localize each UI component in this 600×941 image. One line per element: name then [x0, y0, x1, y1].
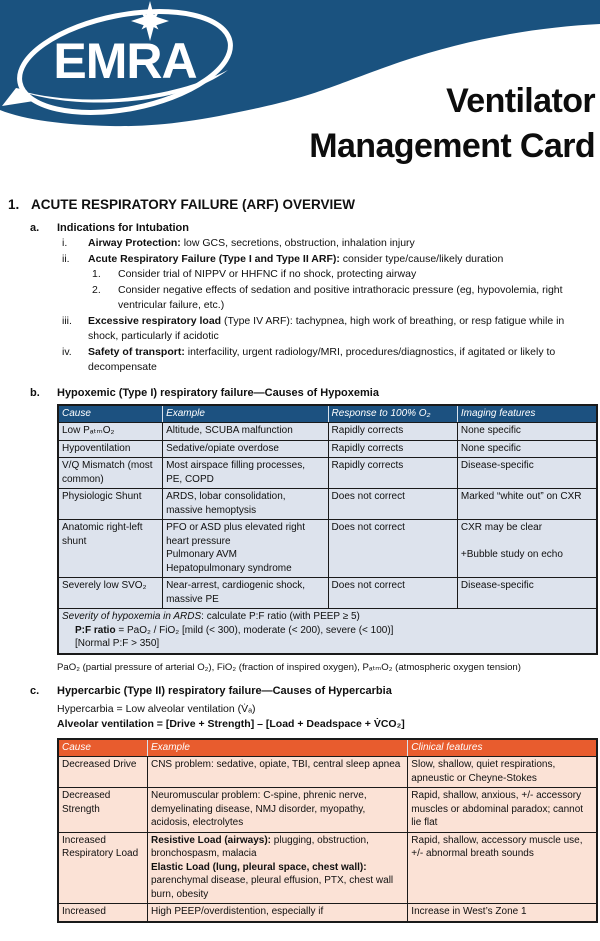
hypercarbia-causes-table	[57, 738, 598, 923]
table-cell	[163, 440, 328, 458]
section-title: ACUTE RESPIRATORY FAILURE (ARF) OVERVIEW	[31, 197, 356, 212]
table-cell	[58, 489, 163, 520]
table-cell	[408, 904, 597, 922]
document-title	[309, 79, 595, 169]
hypoxemia-causes-table	[57, 404, 598, 655]
table-cell-line: Rapidly corrects	[331, 460, 404, 471]
table-row	[58, 832, 597, 904]
document-title-line2: Management Card	[309, 127, 595, 165]
subsection-b-label: Hypoxemic (Type I) respiratory failure—Causes of Hypoxemia	[57, 386, 379, 399]
table-footer-line: P:F ratio = PaO₂ / FiO₂ [mild (< 300), moderate (< 200), severe (< 100)]	[75, 624, 394, 636]
table-cell-line: Increased	[62, 906, 106, 917]
table-cell-line: None specific	[460, 442, 521, 454]
outline-item-marker: iii.	[62, 314, 72, 327]
table-cell-line: Marked “white out” on CXR	[460, 491, 582, 502]
subsection-a-label: Indications for Intubation	[57, 222, 189, 234]
table-cell-line: Elastic Load (lung, pleural space, chest wall): parenchymal disease, pleural effusion, PTX, chest wall burn, obesity	[150, 861, 394, 900]
table-cell-line: Slow, shallow, quiet respirations, apneustic or Cheyne-Stokes	[411, 759, 556, 784]
table-cell-line: Neuromuscular problem: C-spine, phrenic nerve, demyelinating disease, NMJ disorder, myopathy, acidosis, electrolytes	[150, 790, 367, 828]
table-cell	[163, 578, 328, 609]
table-cell-line: Rapid, shallow, anxious, +/- accessory muscles or abdominal paradox; cannot lie flat	[411, 790, 584, 828]
emra-logo-text: EMRA	[53, 33, 197, 89]
outline-item-marker: iv.	[62, 345, 72, 358]
table-cell-line: Resistive Load (airways): plugging, obstruction, bronchospasm, malacia	[150, 834, 369, 859]
column-header: Cause	[58, 739, 147, 757]
subsection-c-marker: c.	[30, 684, 40, 697]
indications-outline	[6, 236, 596, 376]
table-cell	[163, 458, 328, 489]
table-cell-line: Anatomic right-left shunt	[62, 522, 143, 547]
table-cell	[58, 423, 163, 441]
table-cell-line: Low PₐₜₘO₂	[62, 425, 115, 436]
abbreviations-note: PaO₂ (partial pressure of arterial O₂), FiO₂ (fraction of inspired oxygen), PₐₜₘO₂ (atmospheric oxygen tension)	[57, 661, 521, 673]
outline-item	[62, 236, 596, 252]
table-cell-line	[461, 535, 592, 549]
table-cell	[457, 423, 597, 441]
table-cell	[147, 904, 407, 922]
table-footer-line: Severity of hypoxemia in ARDS: calculate P:F ratio (with PEEP ≥ 5)	[62, 611, 360, 622]
subsection-c-label: Hypercarbic (Type II) respiratory failure—Causes of Hypercarbia	[57, 684, 392, 697]
table-cell-line: Pulmonary AVM	[166, 549, 238, 560]
table-cell-line: CNS problem: sedative, opiate, TBI, central sleep apnea	[150, 759, 401, 770]
table-cell	[328, 423, 457, 441]
table-cell-line: ARDS, lobar consolidation, massive hemoptysis	[166, 491, 286, 516]
column-header: Example	[163, 405, 328, 423]
outline-item	[62, 314, 596, 345]
table-cell-line: Severely low SVO₂	[62, 580, 147, 591]
hypercarbia-formula-line1: Hypercarbia = Low alveolar ventilation (V̇ₐ)	[57, 702, 256, 715]
column-header: Response to 100% O₂	[328, 405, 457, 423]
subsection-c-heading	[30, 685, 596, 697]
table-cell	[163, 489, 328, 520]
table-cell-line: Physiologic Shunt	[62, 491, 142, 502]
table-cell-line: CXR may be clear	[460, 522, 543, 533]
table-cell	[408, 788, 597, 833]
table-cell-line: Sedative/opiate overdose	[166, 442, 279, 454]
table-cell	[328, 458, 457, 489]
column-header: Imaging features	[457, 405, 597, 423]
table-row	[58, 423, 597, 441]
table-row	[58, 458, 597, 489]
header-banner	[0, 0, 600, 190]
subsection-b-marker: b.	[30, 386, 40, 399]
table-cell-line: Increased Respiratory Load	[62, 834, 139, 859]
table-cell	[58, 757, 147, 788]
table-cell-line: Disease-specific	[460, 460, 534, 471]
table-cell-line: None specific	[460, 425, 521, 436]
table-cell	[328, 440, 457, 458]
outline-item-marker: 1.	[92, 268, 101, 280]
table-cell-line: Most airspace filling processes, PE, COPD	[166, 460, 306, 485]
hypercarbia-formula-line2: Alveolar ventilation = [Drive + Strength] – [Load + Deadspace + V̇CO₂]	[57, 717, 405, 730]
table-cell	[58, 520, 163, 578]
table-cell	[457, 578, 597, 609]
table-cell-line: Rapid, shallow, accessory muscle use, +/- abnormal breath sounds	[411, 834, 583, 859]
data-table	[57, 404, 598, 655]
outline-item-text: Excessive respiratory load (Type IV ARF): tachypnea, high work of breathing, or resp fatigue while in shock, particularly if acidotic	[88, 314, 565, 342]
table-cell	[58, 788, 147, 833]
table-row	[58, 757, 597, 788]
table-row	[58, 788, 597, 833]
table-cell	[328, 520, 457, 578]
table-footer-line: [Normal P:F > 350]	[75, 638, 160, 649]
table-cell-line: Altitude, SCUBA malfunction	[166, 425, 293, 436]
table-cell	[457, 489, 597, 520]
table-cell	[328, 489, 457, 520]
table-cell	[58, 832, 147, 904]
table-cell-line: Hepatopulmonary syndrome	[166, 562, 292, 574]
table-cell	[408, 757, 597, 788]
table-cell-line: Increase in West’s Zone 1	[411, 906, 527, 917]
table-cell	[147, 757, 407, 788]
outline-item-marker: ii.	[62, 252, 70, 265]
table-cell	[58, 440, 163, 458]
document-body	[0, 190, 600, 923]
table-row	[58, 440, 597, 458]
outline-item	[62, 345, 596, 376]
outline-item-text: Safety of transport: interfacility, urgent radiology/MRI, procedures/diagnostics, if agitated or likely to decompensate	[88, 345, 556, 373]
table-row	[58, 489, 597, 520]
table-footer-cell	[58, 609, 597, 654]
outline-item-marker: 2.	[92, 283, 101, 296]
column-header: Clinical features	[408, 739, 597, 757]
table-cell-line: Does not correct	[331, 522, 405, 533]
outline-item-text: Airway Protection: low GCS, secretions, obstruction, inhalation injury	[88, 237, 415, 249]
column-header: Example	[147, 739, 407, 757]
column-header: Cause	[58, 405, 163, 423]
table-cell	[58, 904, 147, 922]
outline-item-text: Consider trial of NIPPV or HHFNC if no shock, protecting airway	[118, 268, 417, 280]
table-cell	[58, 578, 163, 609]
table-cell-line: Rapidly corrects	[331, 442, 404, 454]
table-cell-line: +Bubble study on echo	[460, 549, 563, 560]
subsection-a-heading	[30, 222, 596, 234]
subsection-b-heading	[30, 387, 596, 399]
subsection-a-marker: a.	[30, 222, 40, 234]
table-cell-line: Does not correct	[331, 491, 405, 502]
table-cell	[328, 578, 457, 609]
data-table	[57, 738, 598, 923]
table-cell-line: Decreased Strength	[62, 790, 111, 815]
outline-item-text: Acute Respiratory Failure (Type I and Type II ARF): consider type/cause/likely duration	[88, 252, 504, 265]
table-cell-line: Hypoventilation	[62, 442, 131, 454]
table-cell	[457, 440, 597, 458]
table-cell-line: Disease-specific	[460, 580, 534, 591]
section-number: 1.	[8, 197, 20, 212]
table-cell-line: V/Q Mismatch (most common)	[62, 460, 153, 485]
table-cell-line: Near-arrest, cardiogenic shock, massive PE	[166, 580, 306, 605]
table-cell	[163, 423, 328, 441]
table-cell	[163, 520, 328, 578]
table-cell-line: Does not correct	[331, 580, 405, 591]
document-title-line1: Ventilator	[446, 82, 595, 120]
outline-item-marker: i.	[62, 237, 68, 249]
table-cell	[457, 458, 597, 489]
table-cell-line: PFO or ASD plus elevated right heart pressure	[166, 522, 306, 547]
table-cell-line: Rapidly corrects	[331, 425, 404, 436]
table-cell	[408, 832, 597, 904]
outline-item	[92, 267, 596, 283]
table-cell	[457, 520, 597, 578]
table-cell	[147, 832, 407, 904]
table-row	[58, 904, 597, 922]
table-cell	[147, 788, 407, 833]
table-cell	[58, 458, 163, 489]
table-row	[58, 578, 597, 609]
table-cell-line: High PEEP/overdistention, especially if	[150, 906, 324, 917]
section-1-heading	[8, 197, 596, 212]
outline-item	[92, 283, 596, 314]
outline-item-text: Consider negative effects of sedation and positive intrathoracic pressure (eg, hypovolemia, right ventricular failure, etc.)	[118, 283, 563, 311]
table-row	[58, 520, 597, 578]
table-cell-line: Decreased Drive	[62, 759, 137, 770]
outline-item	[62, 252, 596, 268]
